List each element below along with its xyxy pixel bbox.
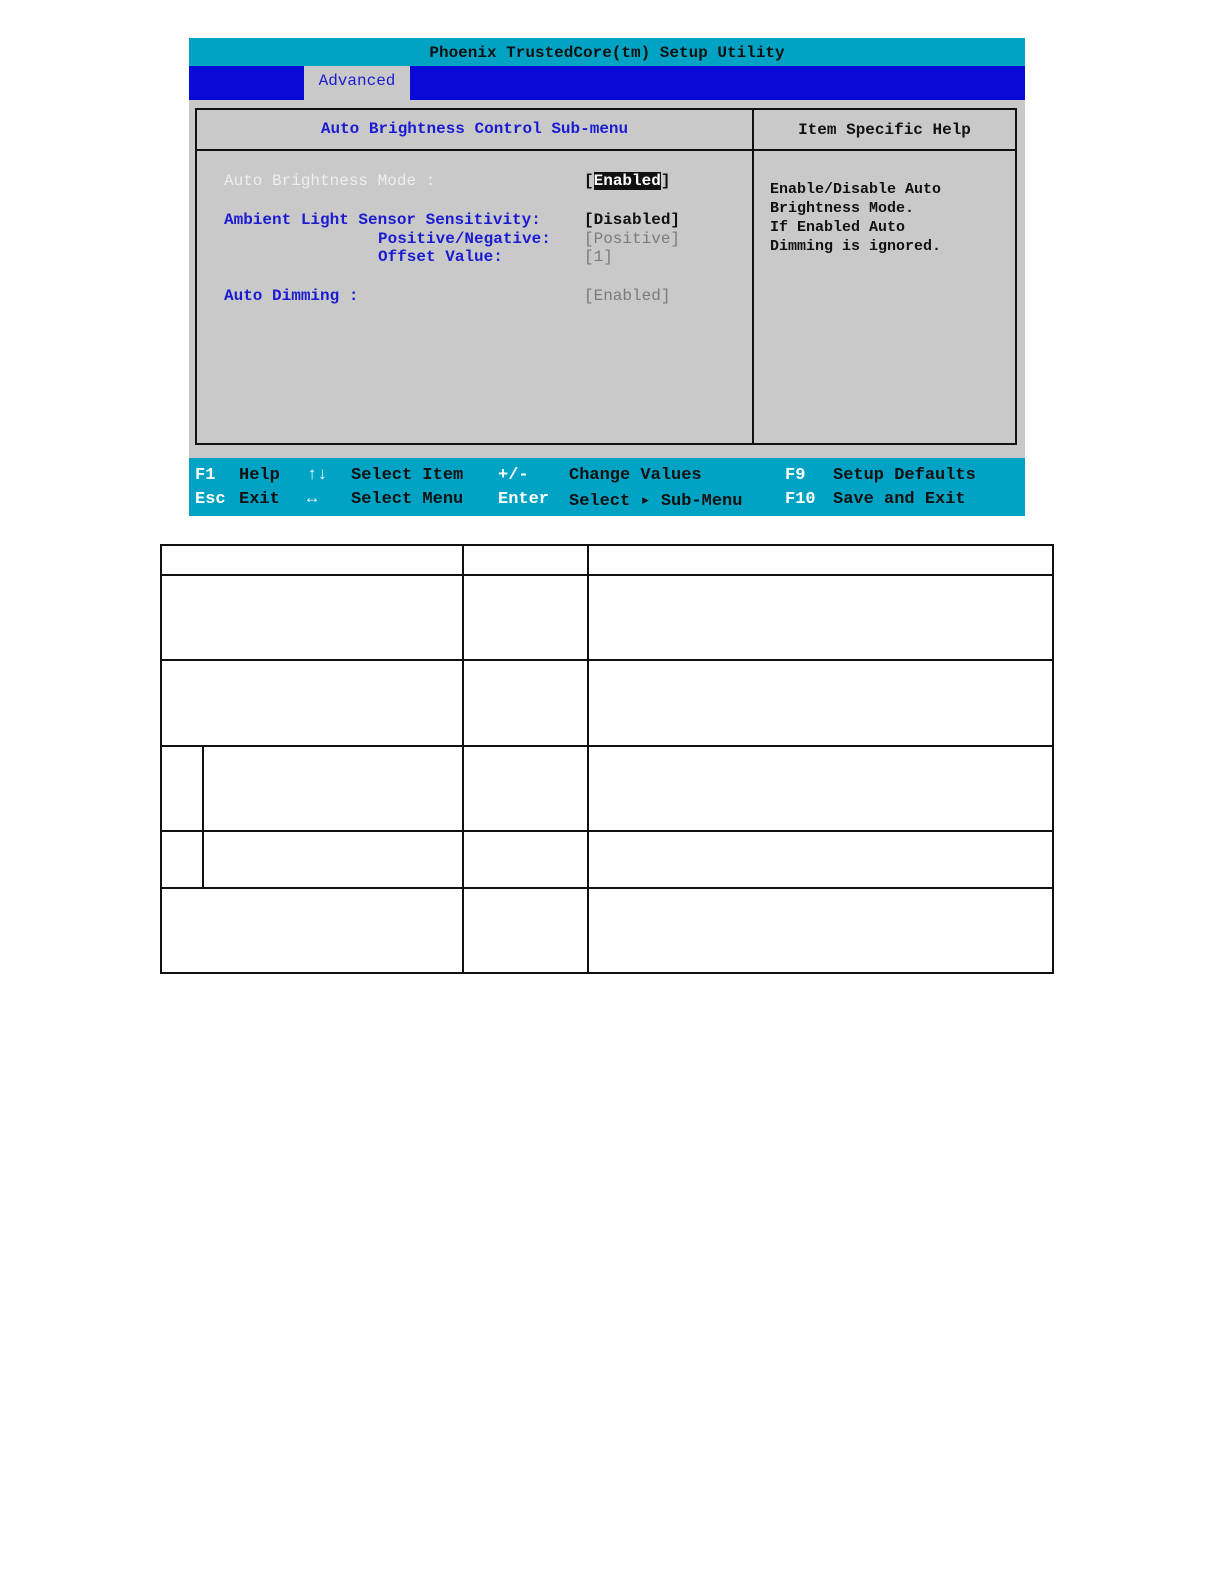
bios-setup-screen bbox=[189, 38, 1025, 516]
key-enter: Enter bbox=[498, 490, 550, 509]
arrow-left-right-icon: ↔ bbox=[307, 490, 318, 509]
table-column-divider bbox=[587, 544, 589, 974]
table-border-right bbox=[1052, 544, 1054, 974]
offset-value-value: [1] bbox=[584, 248, 613, 266]
key-plus-minus-action: Change Values bbox=[569, 466, 702, 485]
auto-brightness-mode-value[interactable] bbox=[584, 172, 670, 190]
key-f9: F9 bbox=[785, 466, 806, 485]
help-title: Item Specific Help bbox=[798, 121, 971, 139]
selected-value-highlight[interactable]: Enabled bbox=[593, 172, 661, 190]
bracket-open: [ bbox=[584, 172, 594, 190]
key-esc-action: Exit bbox=[239, 490, 280, 509]
menu-bar bbox=[189, 66, 1025, 100]
table-row-divider bbox=[160, 659, 1054, 661]
arrow-up-down-icon: ↑↓ bbox=[307, 466, 328, 485]
table-row-divider bbox=[160, 574, 1054, 576]
table-row-divider bbox=[160, 830, 1054, 832]
key-f10-action: Save and Exit bbox=[833, 490, 966, 509]
key-legend-footer bbox=[189, 458, 1025, 516]
key-f1-action: Help bbox=[239, 466, 280, 485]
bracket-close: ] bbox=[660, 172, 671, 190]
key-f9-action: Setup Defaults bbox=[833, 466, 976, 485]
key-f1: F1 bbox=[195, 466, 216, 485]
key-f10: F10 bbox=[785, 490, 816, 509]
panel-divider-horizontal bbox=[197, 149, 1015, 151]
tab-advanced[interactable]: Advanced bbox=[304, 66, 410, 100]
table-row-divider bbox=[160, 887, 1054, 889]
table-indent-divider bbox=[202, 745, 204, 888]
auto-brightness-mode-label[interactable]: Auto Brightness Mode : bbox=[224, 172, 436, 190]
table-column-divider bbox=[462, 544, 464, 974]
positive-negative-value: [Positive] bbox=[584, 230, 681, 248]
positive-negative-label: Positive/Negative: bbox=[378, 230, 551, 248]
auto-dimming-label: Auto Dimming : bbox=[224, 287, 359, 305]
ambient-light-sensor-label[interactable]: Ambient Light Sensor Sensitivity: bbox=[224, 211, 541, 229]
help-text: Enable/Disable Auto Brightness Mode. If Enabled Auto Dimming is ignored. bbox=[770, 181, 942, 255]
ambient-light-sensor-value[interactable]: [Disabled] bbox=[584, 211, 681, 229]
auto-dimming-value: [Enabled] bbox=[584, 287, 671, 305]
key-plus-minus: +/- bbox=[498, 466, 529, 485]
key-esc: Esc bbox=[195, 490, 226, 509]
panel-divider-vertical bbox=[752, 110, 754, 443]
window-title: Phoenix TrustedCore(tm) Setup Utility bbox=[189, 38, 1025, 66]
main-panel bbox=[195, 108, 1017, 445]
table-border-top bbox=[160, 544, 1054, 546]
offset-value-label: Offset Value: bbox=[378, 248, 503, 266]
submenu-title: Auto Brightness Control Sub-menu bbox=[320, 120, 629, 138]
table-row-divider bbox=[160, 745, 1054, 747]
key-updown-action: Select Item bbox=[351, 466, 464, 485]
key-enter-action: Select ▸ Sub-Menu bbox=[569, 492, 743, 511]
table-border-bottom bbox=[160, 972, 1054, 974]
key-leftright-action: Select Menu bbox=[351, 490, 464, 509]
table-border-left bbox=[160, 544, 162, 974]
empty-description-table bbox=[160, 544, 1054, 974]
